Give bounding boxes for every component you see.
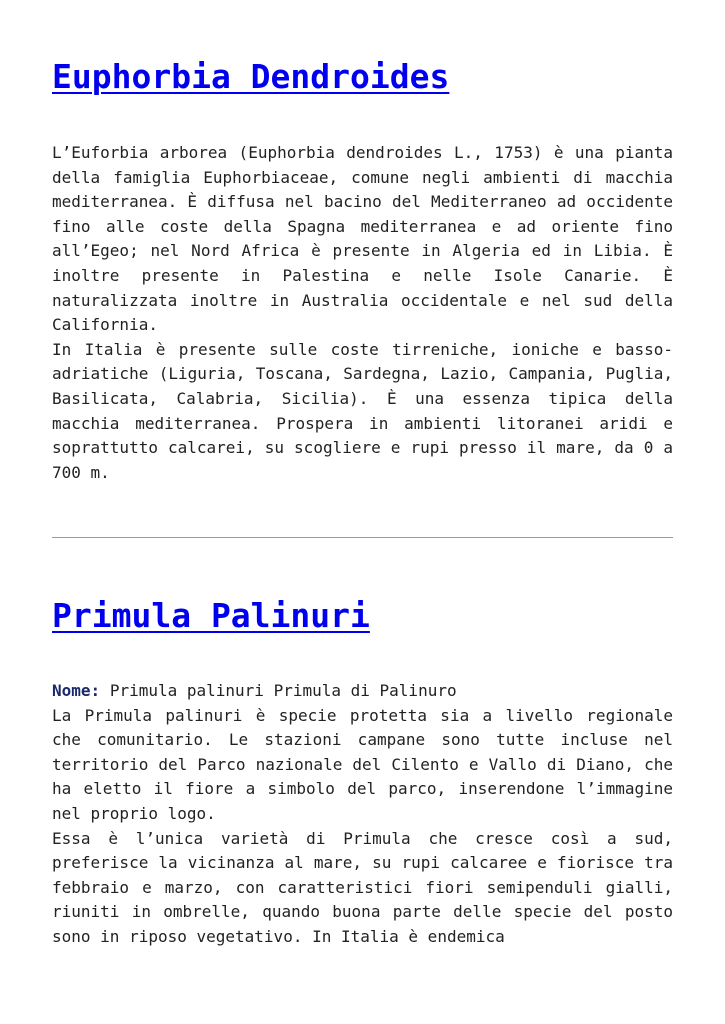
article-title	[52, 57, 449, 97]
name-label: Nome:	[52, 681, 101, 700]
article-title-link-euphorbia[interactable]: Euphorbia Dendroides	[52, 57, 450, 96]
name-value: Primula palinuri Primula di Palinuro	[109, 681, 457, 700]
article-body-euphorbia	[52, 141, 673, 485]
name-line	[52, 679, 673, 704]
article-paragraph: L’Euforbia arborea (Euphorbia dendroides L., 1753) è una pianta della famiglia Euphorbiaceae, comune negli ambienti di macchia mediterranea. È diffusa nel bacino del Mediterraneo ad occidente fino alle coste della Spagna mediterranea e ad oriente fino all’Egeo; nel Nord Africa è presente in Algeria ed in Libia. È inoltre presente in Palestina e nelle Isole Canarie. È naturalizzata inoltre in Australia occidentale e nel sud della California.	[52, 143, 673, 335]
article-divider	[52, 537, 673, 538]
article-paragraph: La Primula palinuri è specie protetta sia a livello regionale che comunitario. Le stazioni campane sono tutte incluse nel territorio del Parco nazionale del Cilento e Vallo di Diano, che ha eletto il fiore a simbolo del parco, inserendone l’immagine nel proprio logo.	[52, 705, 673, 823]
article-paragraph: In Italia è presente sulle coste tirreniche, ioniche e basso-adriatiche (Liguria, Toscana, Sardegna, Lazio, Campania, Puglia, Basilicata, Calabria, Sicilia). È una essenza tipica della macchia mediterranea. Prospera in ambienti litoranei aridi e soprattutto calcarei, su scogliere e rupi presso il mare, da 0 a 700 m.	[52, 339, 673, 482]
article-title-link-primula[interactable]: Primula Palinuri	[52, 596, 370, 635]
article-body-primula	[52, 679, 673, 950]
article-paragraph: Essa è l’unica varietà di Primula che cresce così a sud, preferisce la vicinanza al mare, su rupi calcaree e fiorisce tra febbraio e marzo, con caratteristici fiori semipenduli gialli, riuniti in ombrelle, quando buona parte delle specie del posto sono in riposo vegetativo. In Italia è endemica	[52, 828, 673, 946]
article-title	[52, 596, 370, 636]
